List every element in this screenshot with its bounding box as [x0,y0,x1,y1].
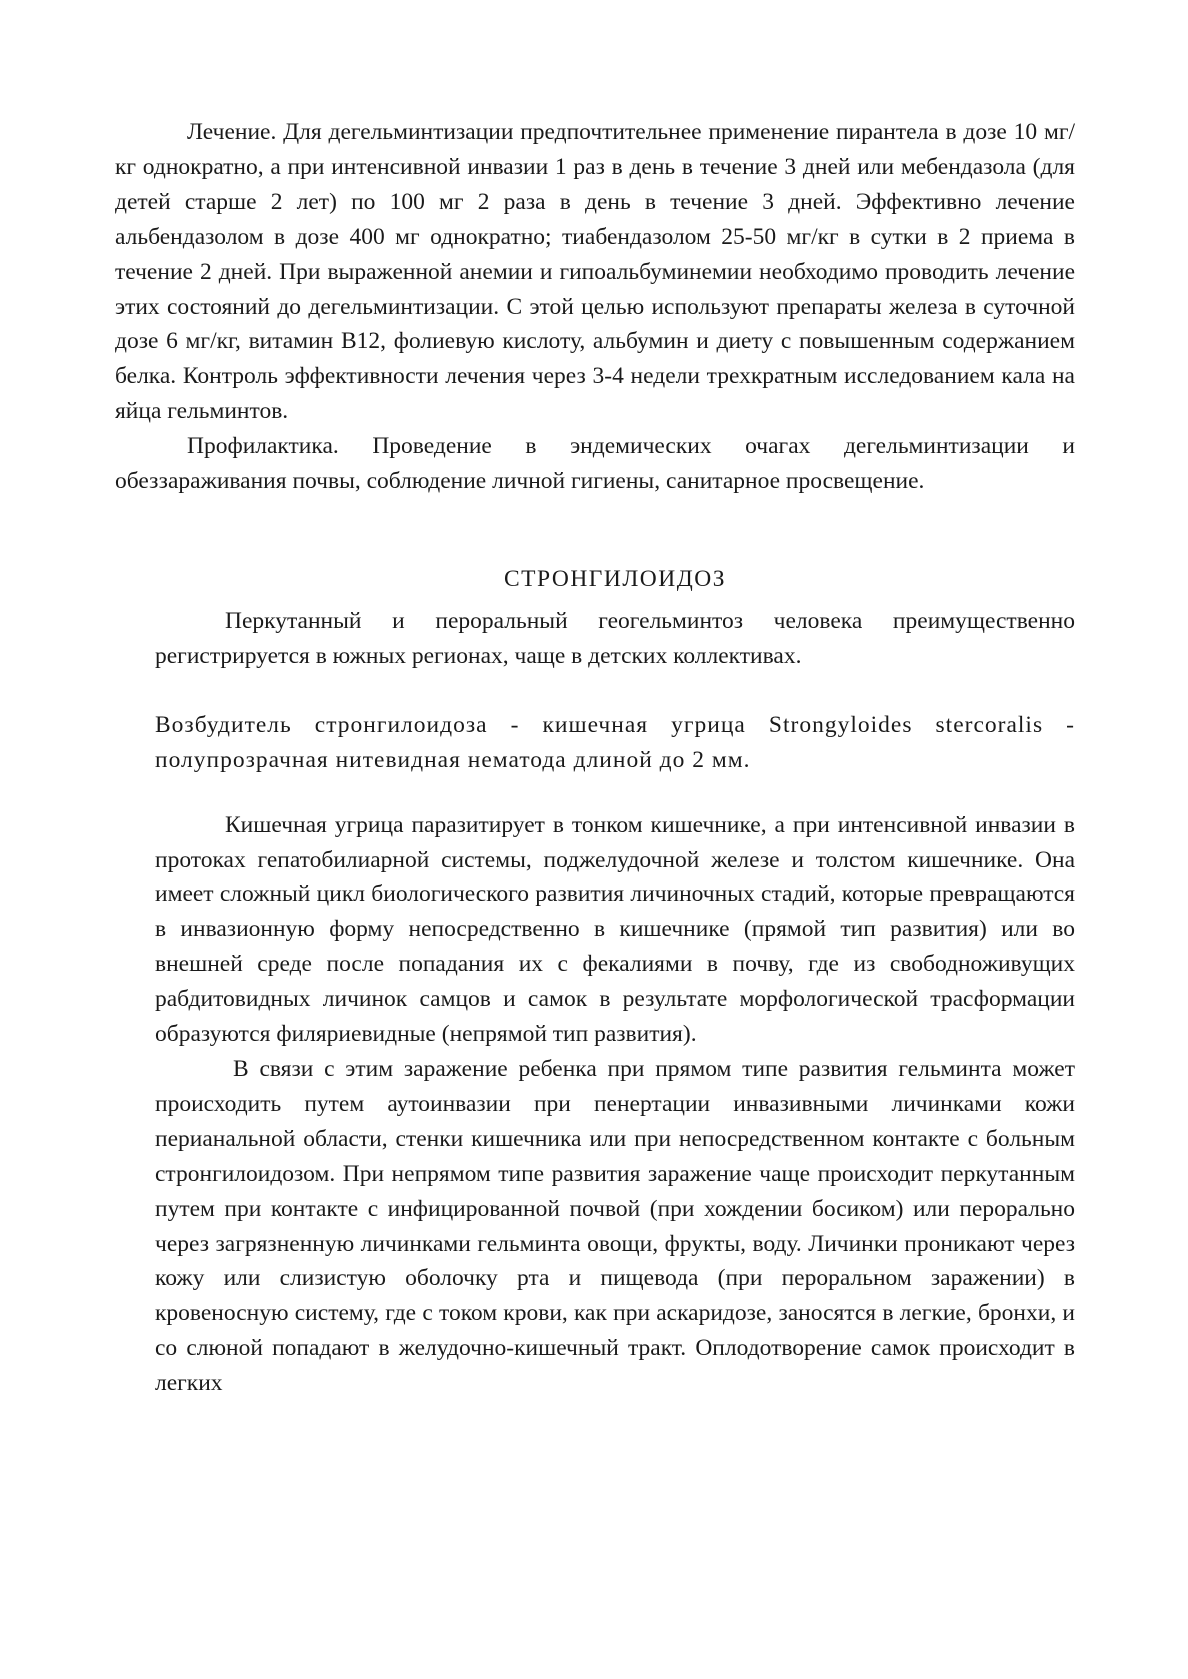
paragraph-treatment: Лечение. Для дегельминтизации предпочтительнее применение пирантела в дозе 10 мг/кг однократно, а при интенсивной инвазии 1 раз в день в течение 3 дней или мебендазола (для детей старше 2 лет) по 100 мг 2 раза в день в течение 3 дней. Эффективно лечение альбендазолом в дозе 400 мг однократно; тиабендазолом 25-50 мг/кг в сутки в 2 приема в течение 2 дней. При выраженной анемии и гипоальбуминемии необходимо проводить лечение этих состояний до дегельминтизации. С этой целью используют препараты железа в суточной дозе 6 мг/кг, витамин В12, фолиевую кислоту, альбумин и диету с повышенным содержанием белка. Контроль эффективности лечения через 3-4 недели трехкратным исследованием кала на яйца гельминтов. [115,119,1075,425]
paragraph-infection: В связи с этим заражение ребенка при прямом типе развития гельминта может происходить путем аутоинвазии при пенертации инвазивными личинками кожи перианальной области, стенки кишечника или при непосредственном контакте с больным стронгилоидозом. При непрямом типе развития заражение чаще происходит перкутанным путем при контакте с инфицированной почвой (при хождении босиком) или перорально через загрязненную личинками гельминта овощи, фрукты, воду. Личинки проникают через кожу или слизистую оболочку рта и пищевода (при пероральном заражении) в кровеносную систему, где с током крови, как при аскаридозе, заносятся в легкие, бронхи, и со слюной попадают в желудочно-кишечный тракт. Оплодотворение самок происходит в легких [155,1055,1075,1397]
paragraph-prevention: Профилактика. Проведение в эндемических очагах дегельминтизации и обеззараживания почвы, соблюдение личной гигиены, санитарное просвещение. [115,433,1075,495]
paragraph-pathogen: Возбудитель стронгилоидоза - кишечная угрица Strongyloides stercoralis - полупрозрачная нитевидная нематода длиной до 2 мм. [155,711,1075,773]
paragraph-intro: Перкутанный и пероральный геогельминтоз человека преимущественно регистрируется в южных регионах, чаще в детских коллективах. [155,608,1075,669]
section-strongyloidiasis [155,566,1075,1401]
paragraph-lifecycle: Кишечная угрица паразитирует в тонком кишечнике, а при интенсивной инвазии в протоках гепатобилиарной системы, поджелудочной железе и толстом кишечнике. Она имеет сложный цикл биологического развития личиночных стадий, которые превращаются в инвазионную форму непосредственно в кишечнике (прямой тип развития) или во внешней среде после попадания их с фекалиями в почву, где из свободноживущих рабдитовидных личинок самцов и самок в результате морфологической трасформации образуются филяриевидные (непрямой тип развития). [155,811,1075,1048]
section-treatment [115,115,1075,499]
section-title: СТРОНГИЛОИДОЗ [503,566,727,592]
